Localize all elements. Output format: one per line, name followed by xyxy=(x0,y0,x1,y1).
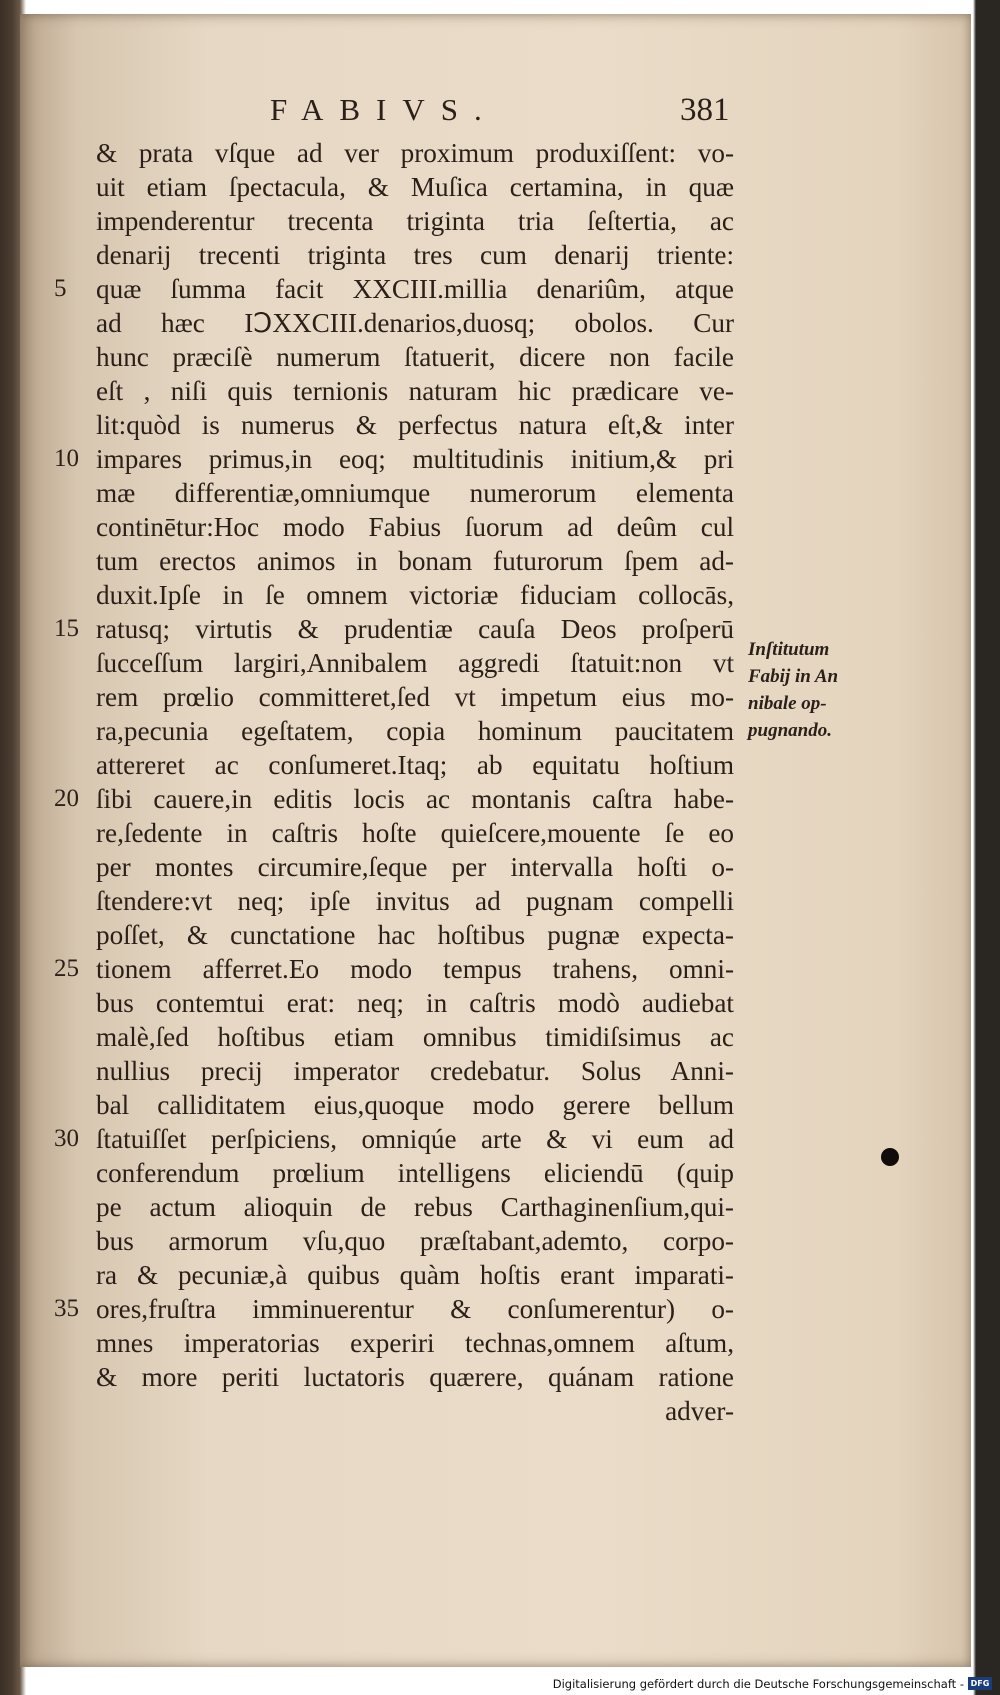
line-text: mnes imperatorias experiri technas,omnem aſtum, xyxy=(96,1328,734,1358)
text-line xyxy=(96,306,734,340)
line-text: malè,ſed hoſtibus etiam omnibus timidiſsimus ac xyxy=(96,1022,734,1052)
line-text: per montes circumire,ſeque per intervalla hoſti o- xyxy=(96,852,734,882)
line-number: 30 xyxy=(54,1125,79,1152)
text-line xyxy=(96,374,734,408)
text-line xyxy=(96,816,734,850)
line-text: impenderentur trecenta triginta tria ſeſtertia, ac xyxy=(96,206,734,236)
line-text: tionem afferret.Eo modo tempus trahens, omni- xyxy=(96,954,734,984)
text-line xyxy=(54,1292,734,1326)
text-line xyxy=(54,952,734,986)
line-text: & more periti luctatoris quærere, quánam ratione xyxy=(96,1362,734,1392)
footer-bar xyxy=(0,1674,1000,1695)
text-line xyxy=(96,340,734,374)
text-line xyxy=(96,510,734,544)
line-text: uit etiam ſpectacula, & Muſica certamina, in quæ xyxy=(96,172,734,202)
text-line xyxy=(96,680,734,714)
line-text: ra & pecuniæ,à quibus quàm hoſtis erant imparati- xyxy=(96,1260,734,1290)
text-line xyxy=(96,1326,734,1360)
text-line xyxy=(96,1190,734,1224)
line-text: bus contemtui erat: neq; in caſtris modò audiebat xyxy=(96,988,734,1018)
text-line xyxy=(96,1224,734,1258)
text-line xyxy=(54,272,734,306)
line-number: 25 xyxy=(54,955,79,982)
line-text: adver- xyxy=(665,1396,734,1426)
line-text: lit:quòd is numerus & perfectus natura eſt,& inter xyxy=(96,410,734,440)
text-line xyxy=(96,714,734,748)
line-text: ſibi cauere,in editis locis ac montanis caſtra habe- xyxy=(96,784,734,814)
text-line xyxy=(54,612,734,646)
line-text: duxit.Ipſe in ſe omnem victoriæ fiduciam collocās, xyxy=(96,580,734,610)
line-text: impares primus,in eoq; multitudinis initium,& pri xyxy=(96,444,734,474)
text-line xyxy=(96,850,734,884)
text-line xyxy=(96,1088,734,1122)
text-line xyxy=(96,136,734,170)
line-text: ores,fruſtra imminuerentur & conſumerentur) o- xyxy=(96,1294,734,1324)
line-text: conferendum prœlium intelligens eliciendū (quip xyxy=(96,1158,734,1188)
ink-dot-mark xyxy=(881,1148,899,1166)
line-text: continētur:Hoc modo Fabius ſuorum ad deûm cul xyxy=(96,512,734,542)
line-number: 15 xyxy=(54,615,79,642)
line-text: ra,pecunia egeſtatem, copia hominum paucitatem xyxy=(96,716,734,746)
line-text: ſtendere:vt neq; ipſe invitus ad pugnam compelli xyxy=(96,886,734,916)
text-line xyxy=(96,884,734,918)
dfg-logo: DFG xyxy=(968,1677,992,1690)
line-text: nullius precij imperator credebatur. Solus Anni- xyxy=(96,1056,734,1086)
line-text: quæ ſumma facit XXCIII.millia denariûm, atque xyxy=(96,274,734,304)
line-number: 20 xyxy=(54,785,79,812)
text-line xyxy=(96,918,734,952)
line-text: re,ſedente in caſtris hoſte quieſcere,mouente ſe eo xyxy=(96,818,734,848)
margin-note-line: Fabij in An xyxy=(748,666,839,687)
text-line xyxy=(96,170,734,204)
line-number: 10 xyxy=(54,445,79,472)
margin-note-line: Inſtitutum xyxy=(748,639,830,660)
line-text: ratusq; virtutis & prudentiæ cauſa Deos proſperū xyxy=(96,614,734,644)
text-line xyxy=(96,408,734,442)
text-line xyxy=(96,476,734,510)
margin-note xyxy=(748,636,878,744)
text-line xyxy=(54,442,734,476)
text-line xyxy=(54,782,734,816)
text-line xyxy=(96,578,734,612)
line-text: rem prœlio committeret,ſed vt impetum eius mo- xyxy=(96,682,734,712)
line-text: tum erectos animos in bonam futurorum ſpem ad- xyxy=(96,546,734,576)
text-line xyxy=(96,1156,734,1190)
text-line xyxy=(96,544,734,578)
text-line xyxy=(54,1122,734,1156)
text-line xyxy=(96,1360,734,1394)
line-text: denarij trecenti triginta tres cum denarij triente: xyxy=(96,240,734,270)
margin-note-line: nibale op- xyxy=(748,693,827,714)
line-text: pe actum alioquin de rebus Carthaginenſium,qui- xyxy=(96,1192,734,1222)
text-line xyxy=(96,1020,734,1054)
running-header-title: FABIVS. xyxy=(270,92,498,127)
line-text: ſucceſſum largiri,Annibalem aggredi ſtatuit:non vt xyxy=(96,648,734,678)
page-number: 381 xyxy=(680,92,730,128)
line-number: 35 xyxy=(54,1295,79,1322)
main-text-block xyxy=(54,136,734,1428)
text-line xyxy=(96,204,734,238)
line-text: poſſet, & cunctatione hac hoſtibus pugnæ expecta- xyxy=(96,920,734,950)
line-text: ad hæc IↃXXCIII.denarios,duosq; obolos. Cur xyxy=(96,308,734,338)
line-text: ſtatuiſſet perſpiciens, omniqúe arte & vi eum ad xyxy=(96,1124,734,1154)
line-text: attereret ac conſumeret.Itaq; ab equitatu hoſtium xyxy=(96,750,734,780)
text-line xyxy=(96,646,734,680)
text-line xyxy=(96,1054,734,1088)
line-text: bal calliditatem eius,quoque modo gerere bellum xyxy=(96,1090,734,1120)
footer-credit: Digitalisierung gefördert durch die Deutsche Forschungsgemeinschaft - xyxy=(552,1677,964,1691)
line-text: eſt , niſi quis ternionis naturam hic prædicare ve- xyxy=(96,376,734,406)
text-line xyxy=(96,1394,734,1428)
text-line xyxy=(96,238,734,272)
line-number: 5 xyxy=(54,275,67,302)
text-line xyxy=(96,1258,734,1292)
text-line xyxy=(96,986,734,1020)
line-text: hunc præciſè numerum ſtatuerit, dicere non facile xyxy=(96,342,734,372)
margin-note-line: pugnando. xyxy=(748,720,832,741)
line-text: & prata vſque ad ver proximum produxiſſent: vo- xyxy=(96,138,734,168)
line-text: mæ differentiæ,omniumque numerorum elementa xyxy=(96,478,734,508)
line-text: bus armorum vſu,quo præſtabant,ademto, corpo- xyxy=(96,1226,734,1256)
text-line xyxy=(96,748,734,782)
